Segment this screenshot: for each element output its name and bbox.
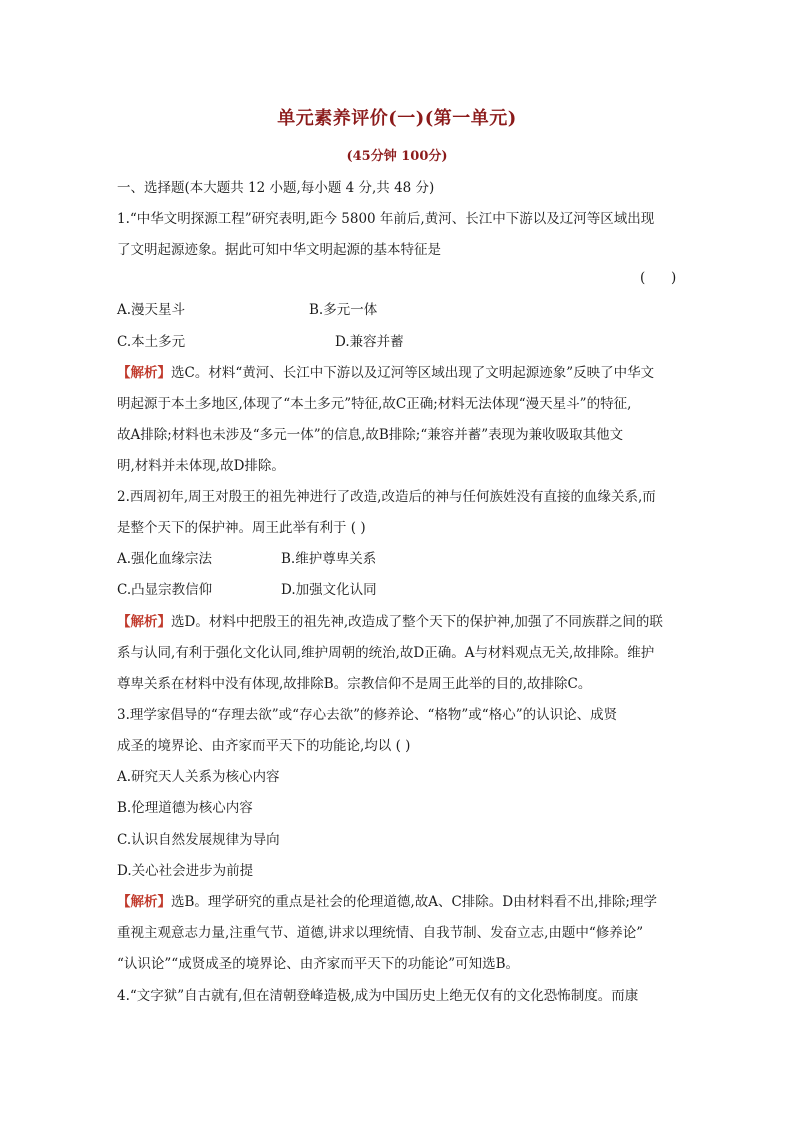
q2-stem-line-1: 2.西周初年,周王对殷王的祖先神进行了改造,改造后的神与任何族姓没有直接的血缘关系,而: [117, 489, 656, 505]
q2-option-b: B.维护尊卑关系: [281, 551, 377, 567]
q1-explanation-line-4: 明,材料并未体现,故D排除。: [117, 458, 285, 474]
q1-answer-blank: ( ): [640, 270, 677, 286]
q2-stem-line-2: 是整个天下的保护神。周王此举有利于 ( ): [117, 520, 366, 536]
q1-explanation-line-1: 【解析】选C。材料“黄河、长江中下游以及辽河等区域出现了文明起源迹象”反映了中华文: [117, 365, 655, 381]
q3-stem-line-2: 成圣的境界论、由齐家而平天下的功能论,均以 ( ): [117, 738, 411, 754]
q3-stem-line-1: 3.理学家倡导的“存理去欲”或“存心去欲”的修养论、“格物”或“格心”的认识论、成贤: [117, 707, 618, 723]
q3-explanation-line-3: “认识论”“成贤成圣的境界论、由齐家而平天下的功能论”可知选B。: [117, 956, 520, 972]
q1-stem-line-1: 1.“中华文明探源工程”研究表明,距今 5800 年前后,黄河、长江中下游以及辽河等区域出现: [117, 211, 655, 227]
q2-explanation-line-2: 系与认同,有利于强化文化认同,维护周朝的统治,故D正确。A与材料观点无关,故排除。维护: [117, 645, 655, 661]
q3-explanation-line-1: 【解析】选B。理学研究的重点是社会的伦理道德,故A、C排除。D由材料看不出,排除;理学: [117, 894, 657, 910]
q2-explanation-line-1: 【解析】选D。材料中把殷王的祖先神,改造成了整个天下的保护神,加强了不同族群之间的联: [117, 614, 663, 630]
q4-stem-line-1: 4.“文字狱”自古就有,但在清朝登峰造极,成为中国历史上绝无仅有的文化恐怖制度。而康: [117, 988, 639, 1004]
q2-option-a: A.强化血缘宗法: [117, 551, 213, 567]
q3-option-d: D.关心社会进步为前提: [117, 863, 254, 879]
q3-option-c: C.认识自然发展规律为导向: [117, 832, 280, 848]
q1-option-d: D.兼容并蓄: [335, 334, 404, 350]
section-heading: 一、选择题(本大题共 12 小题,每小题 4 分,共 48 分): [117, 180, 435, 196]
q1-explanation-line-2: 明起源于本土多地区,体现了“本土多元”特征,故C正确;材料无法体现“漫天星斗”的特征,: [117, 396, 632, 412]
q1-option-b: B.多元一体: [309, 302, 378, 318]
q1-option-a: A.漫天星斗: [117, 302, 186, 318]
q1-option-c: C.本土多元: [117, 334, 186, 350]
q2-option-c: C.凸显宗教信仰: [117, 582, 213, 598]
page-subtitle: (45分钟 100分): [346, 149, 448, 164]
q2-option-d: D.加强文化认同: [281, 582, 377, 598]
q1-stem-line-2: 了文明起源迹象。据此可知中华文明起源的基本特征是: [117, 242, 441, 258]
explanation-tag: 【解析】: [117, 365, 171, 381]
page-title: 单元素养评价(一)(第一单元): [277, 108, 517, 129]
q1-explanation-line-3: 故A排除;材料也未涉及“多元一体”的信息,故B排除;“兼容并蓄”表现为兼收吸取其他文: [117, 427, 624, 443]
explanation-tag: 【解析】: [117, 894, 171, 910]
q2-explanation-line-3: 尊卑关系在材料中没有体现,故排除B。宗教信仰不是周王此举的目的,故排除C。: [117, 676, 592, 692]
q3-option-a: A.研究天人关系为核心内容: [117, 769, 280, 785]
q3-explanation-line-2: 重视主观意志力量,注重气节、道德,讲求以理统情、自我节制、发奋立志,由题中“修养论”: [117, 925, 644, 941]
q3-option-b: B.伦理道德为核心内容: [117, 800, 253, 816]
explanation-tag: 【解析】: [117, 614, 171, 630]
